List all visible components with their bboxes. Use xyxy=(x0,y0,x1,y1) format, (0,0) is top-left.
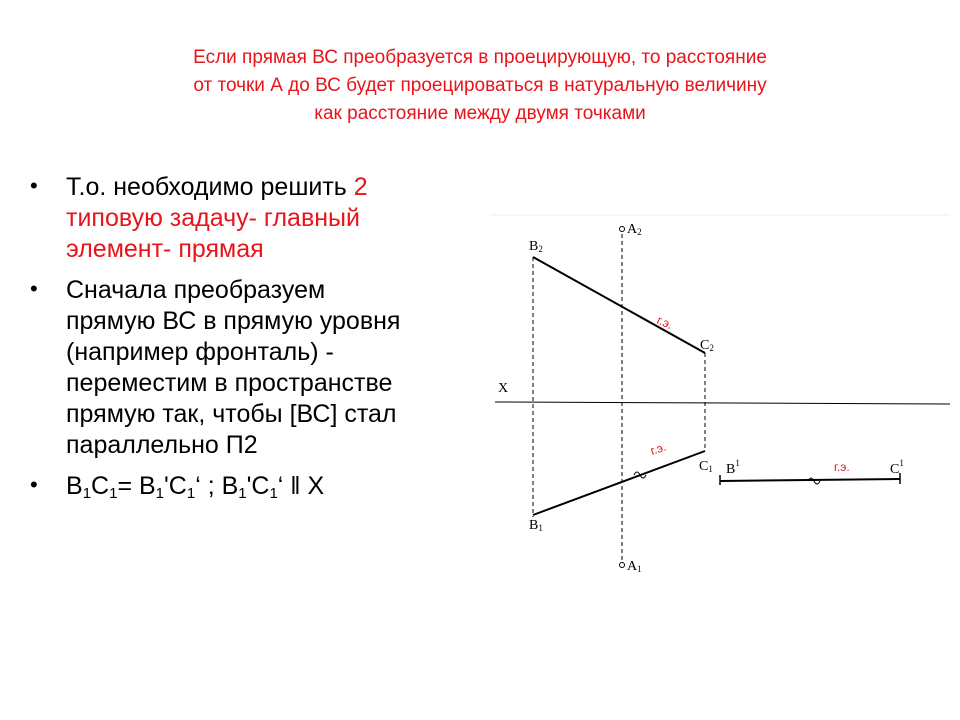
formula-sub: 1 xyxy=(82,485,92,502)
segment-b1p-c1p xyxy=(720,479,900,481)
formula-c-prime-2: 'С xyxy=(246,472,270,500)
bullet-item-1 xyxy=(30,172,410,265)
label-b1: B1 xyxy=(529,518,543,533)
formula-sub: 1 xyxy=(186,485,196,502)
title-line-2: от точки А до ВС будет проецироваться в натуральную величину xyxy=(193,75,767,96)
ge-label-transformed: г.э. xyxy=(834,460,850,474)
formula-eq: = В xyxy=(117,472,156,500)
x-axis-label: X xyxy=(498,381,509,396)
segment-b2-c2 xyxy=(533,257,705,353)
slide-title xyxy=(0,44,960,128)
label-b1-prime: $B^1$ xyxy=(726,458,740,477)
x-axis-line xyxy=(495,402,950,404)
bullet-dot-icon: • xyxy=(30,472,38,497)
bullet-item-3 xyxy=(30,471,410,505)
bullet-item-2 xyxy=(30,275,410,461)
label-c1: C1 xyxy=(699,459,713,474)
bullet-dot-icon: • xyxy=(30,173,38,198)
formula-sub: 1 xyxy=(109,485,118,502)
bullet-1-text: Т.о. необходимо решить xyxy=(66,173,347,201)
bullet-2-text: Сначала преобразуем прямую ВС в прямую уровня (например фронталь) - переместим в пространстве прямую так, чтобы [ВС] стал параллельно П2 xyxy=(66,276,401,459)
ge-label-horizontal: г.э. xyxy=(648,439,668,458)
label-c2: C2 xyxy=(700,338,714,353)
title-line-3: как расстояние между двумя точками xyxy=(314,103,646,124)
bullet-dot-icon: • xyxy=(30,276,38,301)
formula-sub: 1 xyxy=(238,485,247,502)
segment-b1-c1 xyxy=(533,451,705,515)
projection-diagram xyxy=(470,205,955,590)
title-line-1: Если прямая ВС преобразуется в проецирующую, то расстояние xyxy=(193,47,767,68)
bullet-1-highlight: 2 типовую задачу- главный элемент- прямая xyxy=(66,173,368,263)
formula-sep: ‘ ; В xyxy=(195,472,239,500)
formula-b: В xyxy=(66,472,83,500)
ge-label-frontal: г.э. xyxy=(654,312,675,333)
label-b2: B2 xyxy=(529,239,543,254)
point-a1 xyxy=(620,563,625,568)
label-a2: A2 xyxy=(627,222,642,237)
formula-parallel: ‘ ǁ Х xyxy=(277,472,325,500)
formula-c-prime: 'С xyxy=(164,472,187,500)
formula-sub: 1 xyxy=(269,485,278,502)
label-a1: A1 xyxy=(627,559,642,574)
formula-sub: 1 xyxy=(155,485,165,502)
formula-c: С xyxy=(91,472,110,500)
point-a2 xyxy=(620,227,625,232)
label-c1-prime: $C^1$ xyxy=(890,458,904,477)
bullet-list xyxy=(30,172,410,515)
